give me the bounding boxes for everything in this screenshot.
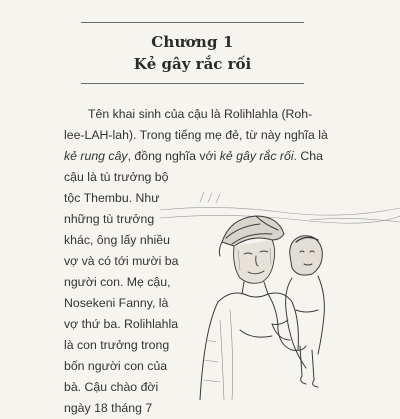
paragraph-line-9: người con. Mẹ cậu, — [64, 275, 171, 289]
paragraph-line-3 — [64, 146, 354, 167]
paragraph-line-5: tộc Thembu. Như — [64, 191, 160, 205]
mother-and-child-sketch-icon — [160, 190, 400, 400]
paragraph-line-11: vợ thứ ba. Rolihlahla — [64, 317, 179, 331]
paragraph-line-10: Nosekeni Fanny, là — [64, 296, 169, 310]
text-fragment: , đồng nghĩa với — [127, 149, 220, 163]
top-rule — [81, 22, 304, 23]
woman-arm — [268, 294, 306, 351]
paragraph-line-8: vợ và có tới mười ba — [64, 254, 179, 268]
chapter-number: Chương 1 — [151, 33, 234, 51]
paragraph-line-14: bà. Cậu chào đời — [64, 380, 159, 394]
paragraph-line-4: cậu là tù trưởng bộ — [64, 170, 169, 184]
paragraph-line-1: Tên khai sinh của cậu là Rolihlahla (Roh- — [88, 107, 313, 121]
paragraph-line-2: lee-LAH-lah). Trong tiếng mẹ đẻ, từ này nghĩa là — [64, 128, 328, 142]
paragraph-line-7: khác, ông lấy nhiều — [64, 233, 170, 247]
woman-body — [200, 282, 298, 400]
paragraph-line-13: bốn người con của — [64, 359, 168, 373]
text-fragment: . Cha — [293, 149, 323, 163]
paragraph-line-6: những tù trưởng — [64, 212, 155, 226]
chapter-title: Kẻ gây rắc rối — [133, 55, 252, 73]
child — [272, 236, 324, 387]
paragraph-line-15: ngày 18 tháng 7 — [64, 401, 153, 415]
italic-phrase-2: kẻ gây rắc rối — [219, 149, 294, 163]
paragraph-line-12: là con trưởng trong — [64, 338, 170, 352]
woman-face — [234, 240, 275, 283]
background-hatching — [160, 192, 400, 223]
bottom-rule — [81, 83, 304, 84]
italic-phrase-1: kẻ rung cây — [64, 149, 128, 163]
